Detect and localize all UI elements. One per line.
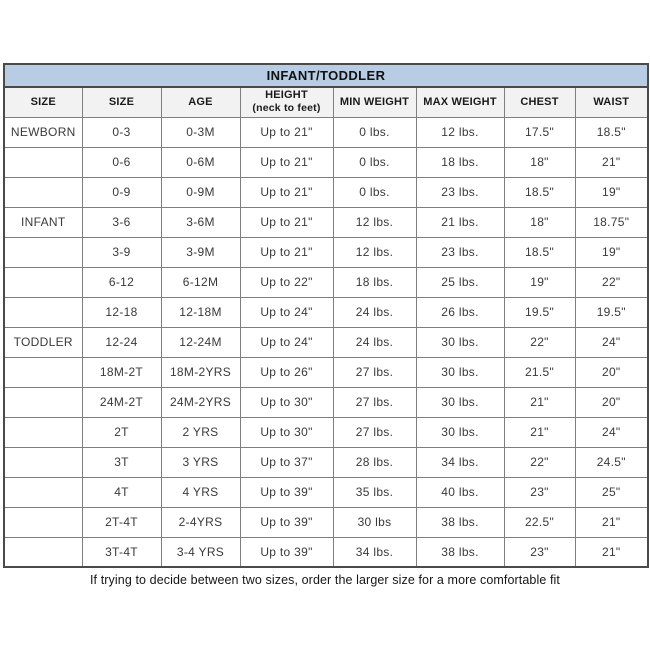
table-row — [4, 147, 648, 177]
column-header-1-size — [82, 87, 161, 117]
data-cell: 12 lbs. — [416, 117, 504, 147]
column-header-4-min-weight — [333, 87, 416, 117]
data-cell: 12-18M — [161, 297, 240, 327]
data-cell: 2T — [82, 417, 161, 447]
data-cell: Up to 21" — [240, 147, 333, 177]
data-cell: 34 lbs. — [333, 537, 416, 567]
data-cell: 0-3M — [161, 117, 240, 147]
data-cell: Up to 21" — [240, 117, 333, 147]
data-cell: 3-9 — [82, 237, 161, 267]
data-cell: 30 lbs. — [416, 327, 504, 357]
data-cell: 3-6M — [161, 207, 240, 237]
size-category-cell — [4, 507, 82, 537]
data-cell: 21" — [575, 507, 648, 537]
size-category-cell — [4, 267, 82, 297]
data-cell: 19" — [504, 267, 575, 297]
size-category-cell — [4, 237, 82, 267]
table-title-row — [4, 64, 648, 87]
data-cell: 27 lbs. — [333, 357, 416, 387]
data-cell: 0 lbs. — [333, 147, 416, 177]
size-category-cell: NEWBORN — [4, 117, 82, 147]
data-cell: 12-24 — [82, 327, 161, 357]
data-cell: 3T — [82, 447, 161, 477]
data-cell: Up to 26" — [240, 357, 333, 387]
data-cell: 18" — [504, 207, 575, 237]
size-category-cell — [4, 447, 82, 477]
data-cell: 40 lbs. — [416, 477, 504, 507]
data-cell: 25 lbs. — [416, 267, 504, 297]
column-header-label: SIZE — [30, 95, 56, 108]
table-row — [4, 327, 648, 357]
table-row — [4, 297, 648, 327]
data-cell: 6-12M — [161, 267, 240, 297]
table-title: INFANT/TODDLER — [4, 64, 648, 87]
data-cell: 30 lbs. — [416, 387, 504, 417]
data-cell: 38 lbs. — [416, 537, 504, 567]
data-cell: 22" — [504, 327, 575, 357]
data-cell: 27 lbs. — [333, 417, 416, 447]
data-cell: 12-18 — [82, 297, 161, 327]
column-header-label: WAIST — [593, 95, 630, 108]
data-cell: 24" — [575, 327, 648, 357]
table-row — [4, 267, 648, 297]
data-cell: 22.5" — [504, 507, 575, 537]
data-cell: 38 lbs. — [416, 507, 504, 537]
data-cell: 22" — [575, 267, 648, 297]
table-row — [4, 117, 648, 147]
data-cell: 30 lbs. — [416, 357, 504, 387]
data-cell: 18M-2T — [82, 357, 161, 387]
data-cell: 28 lbs. — [333, 447, 416, 477]
column-header-0-size — [4, 87, 82, 117]
data-cell: Up to 39" — [240, 477, 333, 507]
data-cell: 0-6M — [161, 147, 240, 177]
data-cell: Up to 22" — [240, 267, 333, 297]
data-cell: 24" — [575, 417, 648, 447]
column-header-2-age — [161, 87, 240, 117]
data-cell: 18M-2YRS — [161, 357, 240, 387]
data-cell: Up to 30" — [240, 417, 333, 447]
data-cell: 0-6 — [82, 147, 161, 177]
column-header-label: CHEST — [520, 95, 559, 108]
column-header-6-chest — [504, 87, 575, 117]
data-cell: 0-9 — [82, 177, 161, 207]
data-cell: 3 YRS — [161, 447, 240, 477]
data-cell: 21" — [504, 387, 575, 417]
data-cell: 24M-2YRS — [161, 387, 240, 417]
data-cell: 18.5" — [504, 177, 575, 207]
data-cell: 18.5" — [504, 237, 575, 267]
data-cell: 4 YRS — [161, 477, 240, 507]
data-cell: 34 lbs. — [416, 447, 504, 477]
table-header-row — [4, 87, 648, 117]
column-header-label: HEIGHT — [265, 89, 308, 102]
data-cell: Up to 21" — [240, 237, 333, 267]
table-row — [4, 237, 648, 267]
size-chart-table — [3, 63, 649, 568]
size-category-cell — [4, 387, 82, 417]
data-cell: 17.5" — [504, 117, 575, 147]
data-cell: 6-12 — [82, 267, 161, 297]
table-row — [4, 507, 648, 537]
data-cell: 18.75" — [575, 207, 648, 237]
size-category-cell — [4, 477, 82, 507]
data-cell: 18" — [504, 147, 575, 177]
data-cell: 3-4 YRS — [161, 537, 240, 567]
data-cell: 12 lbs. — [333, 237, 416, 267]
data-cell: 22" — [504, 447, 575, 477]
column-header-sublabel: (neck to feet) — [252, 102, 321, 115]
data-cell: 21" — [575, 537, 648, 567]
data-cell: 24.5" — [575, 447, 648, 477]
data-cell: 21.5" — [504, 357, 575, 387]
data-cell: 3-6 — [82, 207, 161, 237]
size-category-cell: TODDLER — [4, 327, 82, 357]
data-cell: 20" — [575, 387, 648, 417]
size-category-cell — [4, 537, 82, 567]
data-cell: 3-9M — [161, 237, 240, 267]
table-row — [4, 417, 648, 447]
column-header-label: AGE — [188, 95, 213, 108]
data-cell: 23 lbs. — [416, 177, 504, 207]
data-cell: 2 YRS — [161, 417, 240, 447]
data-cell: 35 lbs. — [333, 477, 416, 507]
data-cell: 0-9M — [161, 177, 240, 207]
data-cell: 23" — [504, 477, 575, 507]
data-cell: 2-4YRS — [161, 507, 240, 537]
data-cell: 23 lbs. — [416, 237, 504, 267]
table-row — [4, 447, 648, 477]
data-cell: 25" — [575, 477, 648, 507]
data-cell: Up to 37" — [240, 447, 333, 477]
data-cell: 0 lbs. — [333, 177, 416, 207]
data-cell: Up to 30" — [240, 387, 333, 417]
data-cell: 18 lbs. — [333, 267, 416, 297]
data-cell: 3T-4T — [82, 537, 161, 567]
data-cell: 27 lbs. — [333, 387, 416, 417]
table-row — [4, 537, 648, 567]
data-cell: Up to 39" — [240, 507, 333, 537]
size-category-cell — [4, 297, 82, 327]
data-cell: 24 lbs. — [333, 297, 416, 327]
column-header-label: SIZE — [108, 95, 135, 108]
data-cell: Up to 24" — [240, 297, 333, 327]
data-cell: Up to 21" — [240, 207, 333, 237]
data-cell: 18.5" — [575, 117, 648, 147]
table-row — [4, 207, 648, 237]
footer-note: If trying to decide between two sizes, order the larger size for a more comfortable fit — [89, 573, 561, 587]
data-cell: 12 lbs. — [333, 207, 416, 237]
table-row — [4, 387, 648, 417]
data-cell: Up to 21" — [240, 177, 333, 207]
size-category-cell — [4, 417, 82, 447]
data-cell: 24M-2T — [82, 387, 161, 417]
data-cell: 19" — [575, 177, 648, 207]
column-header-label: MIN WEIGHT — [339, 95, 410, 108]
data-cell: 21" — [504, 417, 575, 447]
data-cell: 21 lbs. — [416, 207, 504, 237]
size-category-cell — [4, 147, 82, 177]
column-header-label: MAX WEIGHT — [423, 95, 497, 108]
data-cell: 19.5" — [504, 297, 575, 327]
data-cell: 19" — [575, 237, 648, 267]
data-cell: 19.5" — [575, 297, 648, 327]
column-header-5-max-weight — [416, 87, 504, 117]
data-cell: 0-3 — [82, 117, 161, 147]
table-row — [4, 357, 648, 387]
size-category-cell — [4, 177, 82, 207]
data-cell: 18 lbs. — [416, 147, 504, 177]
data-cell: 2T-4T — [82, 507, 161, 537]
size-category-cell — [4, 357, 82, 387]
data-cell: 12-24M — [161, 327, 240, 357]
data-cell: Up to 24" — [240, 327, 333, 357]
data-cell: 21" — [575, 147, 648, 177]
column-header-3-height — [240, 87, 333, 117]
column-header-7-waist — [575, 87, 648, 117]
data-cell: 23" — [504, 537, 575, 567]
table-row — [4, 477, 648, 507]
data-cell: Up to 39" — [240, 537, 333, 567]
data-cell: 0 lbs. — [333, 117, 416, 147]
data-cell: 4T — [82, 477, 161, 507]
data-cell: 20" — [575, 357, 648, 387]
table-row — [4, 177, 648, 207]
data-cell: 26 lbs. — [416, 297, 504, 327]
table-body — [4, 117, 648, 567]
data-cell: 30 lbs — [333, 507, 416, 537]
data-cell: 24 lbs. — [333, 327, 416, 357]
data-cell: 30 lbs. — [416, 417, 504, 447]
size-category-cell: INFANT — [4, 207, 82, 237]
